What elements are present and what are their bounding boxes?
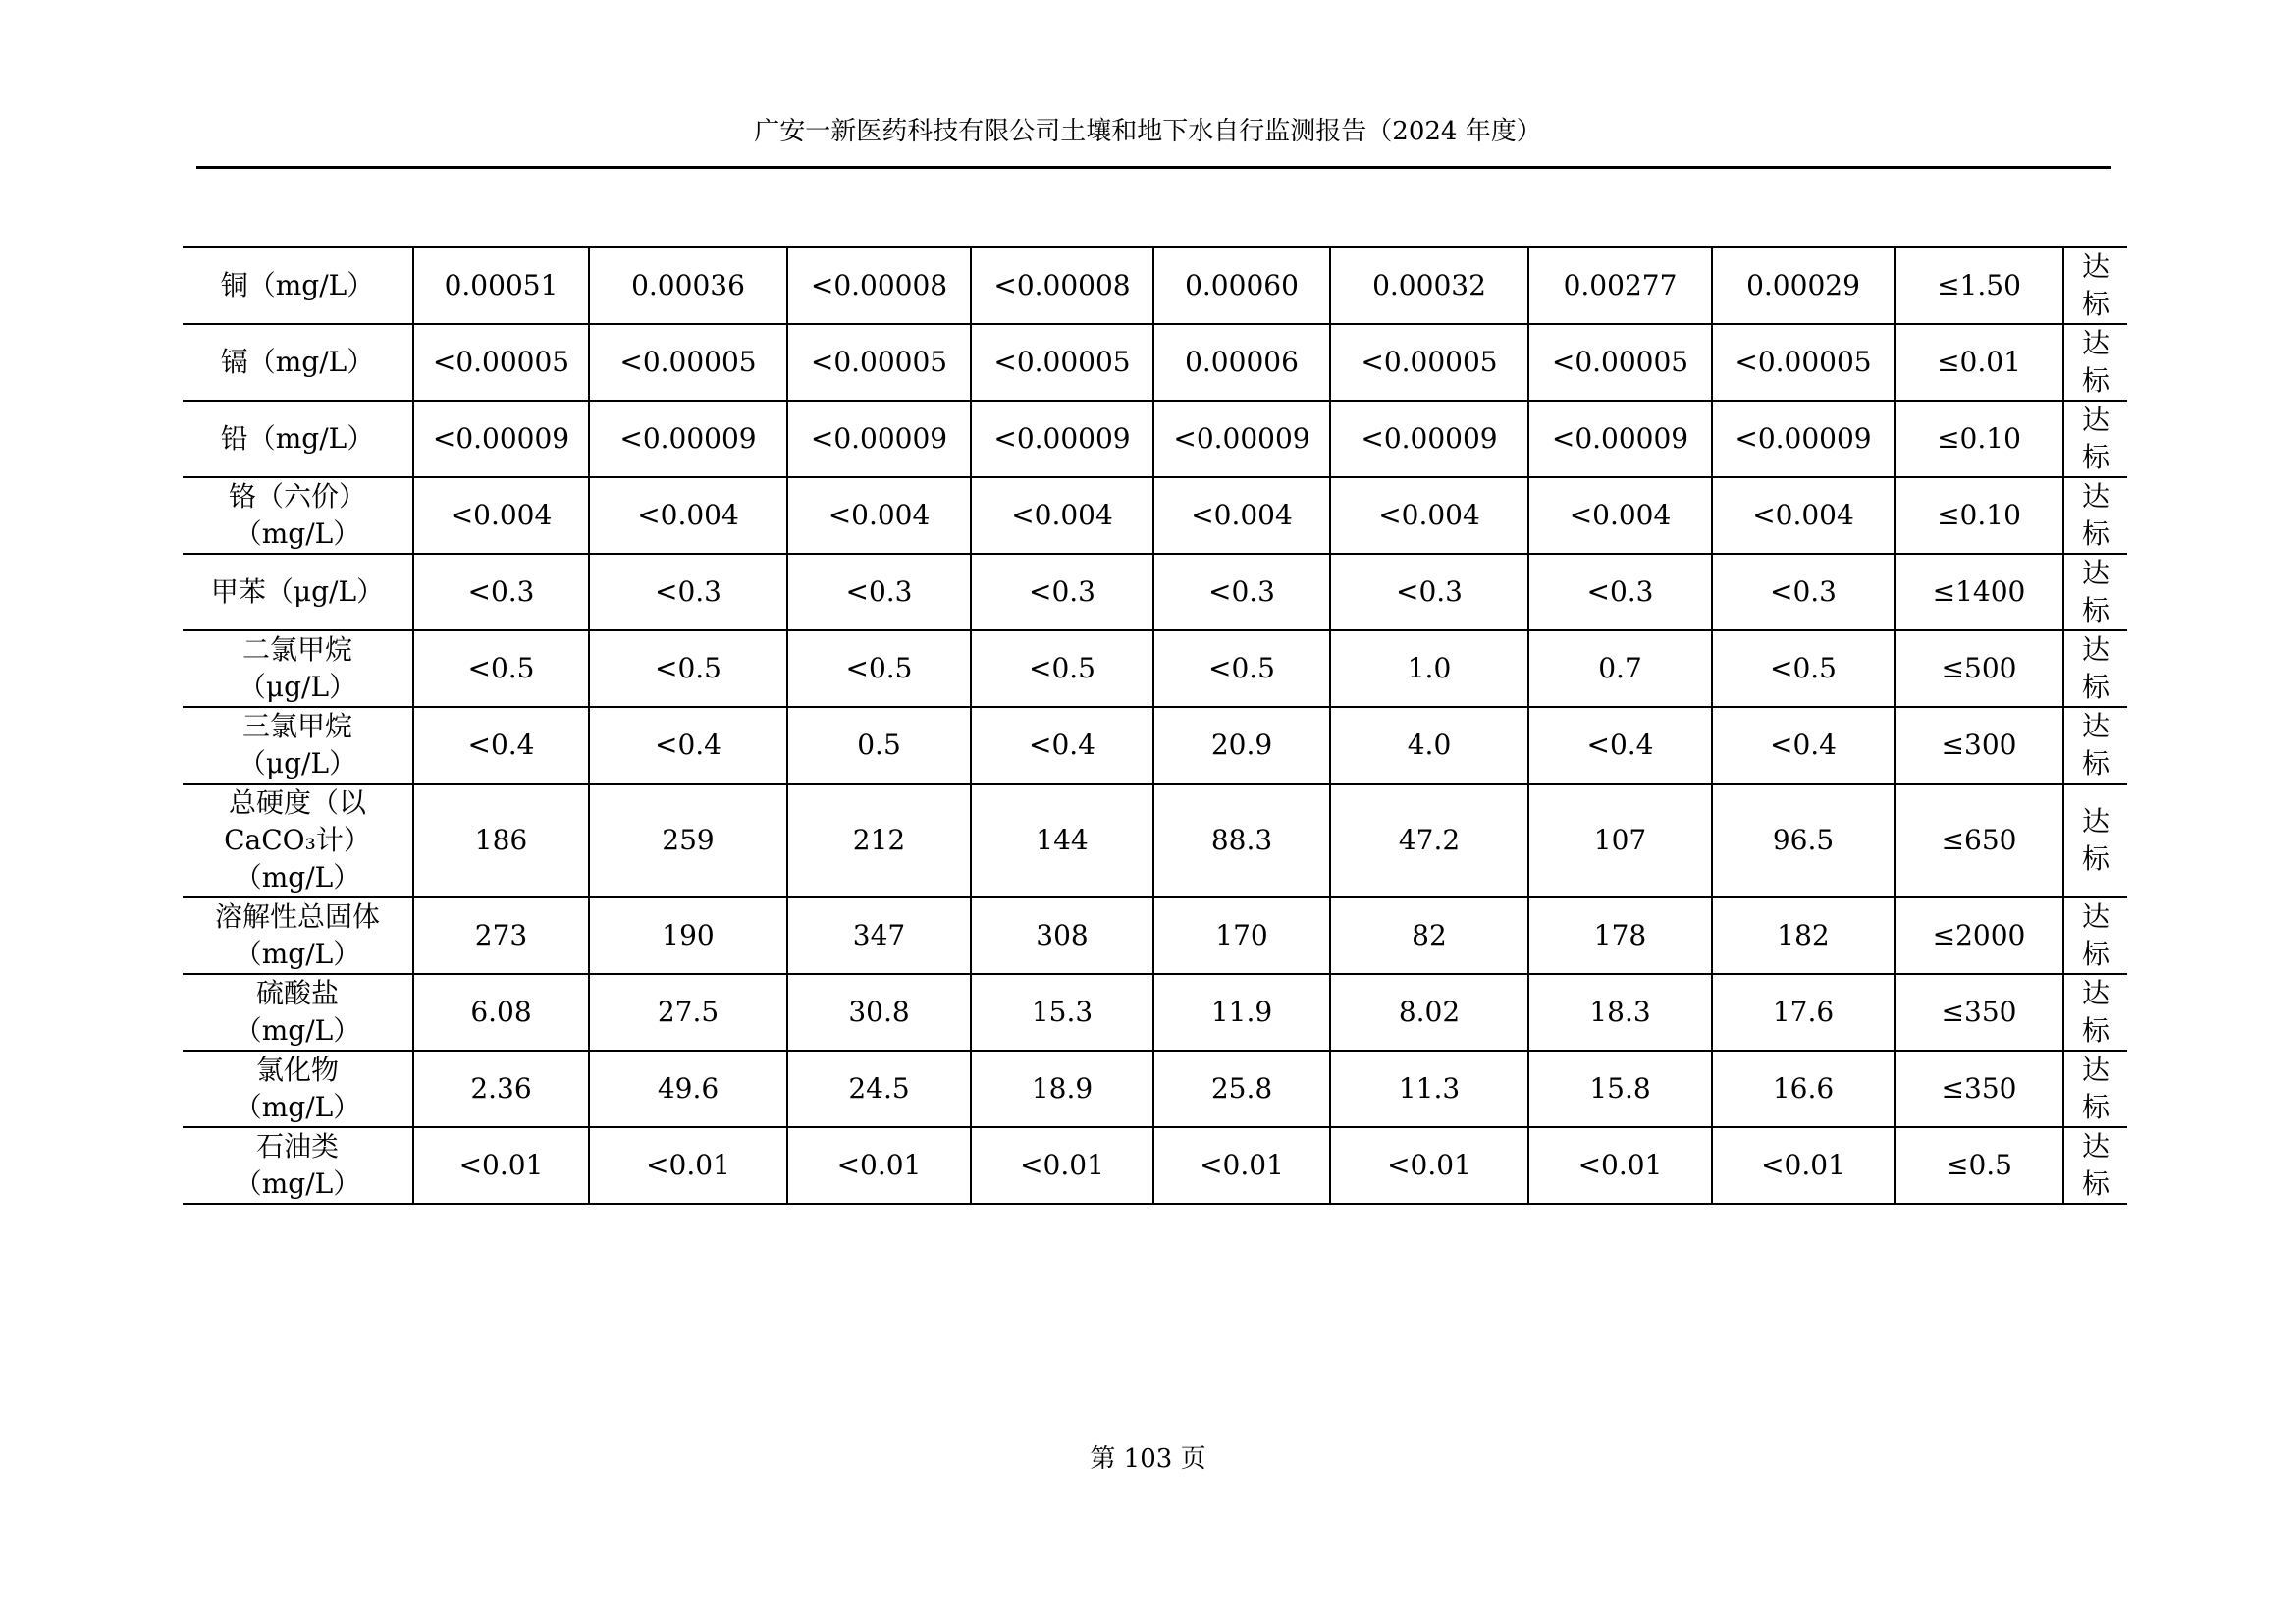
measurement-value-cell: 4.0 bbox=[1330, 707, 1528, 784]
parameter-name-cell bbox=[183, 897, 413, 974]
page-prefix: 第 bbox=[1090, 1444, 1116, 1474]
measurement-value-cell: <0.3 bbox=[589, 554, 787, 630]
table-row bbox=[183, 707, 2127, 784]
measurement-value-cell: <0.5 bbox=[971, 630, 1153, 707]
measurement-value-cell: 6.08 bbox=[413, 974, 589, 1051]
compliance-status-cell bbox=[2063, 247, 2127, 324]
measurement-value-cell: 27.5 bbox=[589, 974, 787, 1051]
measurement-value-cell: <0.01 bbox=[971, 1127, 1153, 1204]
parameter-name-line: 铬（六价） bbox=[228, 480, 366, 513]
compliance-status-cell bbox=[2063, 630, 2127, 707]
measurement-value-cell: <0.004 bbox=[589, 477, 787, 554]
compliance-status-char: 标 bbox=[2081, 288, 2109, 320]
measurement-value-cell: 144 bbox=[971, 784, 1153, 897]
table-row bbox=[183, 401, 2127, 477]
measurement-value-cell: <0.3 bbox=[413, 554, 589, 630]
measurement-value-cell: 16.6 bbox=[1712, 1051, 1895, 1127]
measurement-value-cell: <0.00009 bbox=[971, 401, 1153, 477]
measurement-value-cell: <0.5 bbox=[1712, 630, 1895, 707]
standard-limit-cell: ≤0.10 bbox=[1895, 477, 2063, 554]
page-number-footer bbox=[0, 1439, 2296, 1479]
measurement-value-cell: 15.3 bbox=[971, 974, 1153, 1051]
measurement-value-cell: <0.00009 bbox=[1153, 401, 1330, 477]
parameter-name-cell bbox=[183, 554, 413, 630]
measurement-value-cell: <0.004 bbox=[413, 477, 589, 554]
measurement-value-cell: <0.00009 bbox=[787, 401, 971, 477]
measurement-value-cell: 170 bbox=[1153, 897, 1330, 974]
measurement-value-cell: <0.004 bbox=[1330, 477, 1528, 554]
measurement-value-cell: 0.00060 bbox=[1153, 247, 1330, 324]
measurement-value-cell: 47.2 bbox=[1330, 784, 1528, 897]
standard-limit-cell: ≤0.5 bbox=[1895, 1127, 2063, 1204]
parameter-name-cell bbox=[183, 974, 413, 1051]
measurement-value-cell: 30.8 bbox=[787, 974, 971, 1051]
standard-limit-cell: ≤0.10 bbox=[1895, 401, 2063, 477]
measurement-value-cell: 308 bbox=[971, 897, 1153, 974]
measurement-value-cell: 190 bbox=[589, 897, 787, 974]
parameter-name-line: 三氯甲烷 bbox=[241, 710, 352, 742]
measurement-value-cell: 178 bbox=[1528, 897, 1712, 974]
compliance-status-cell bbox=[2063, 554, 2127, 630]
compliance-status-char: 达 bbox=[2081, 1130, 2109, 1163]
standard-limit-cell: ≤1.50 bbox=[1895, 247, 2063, 324]
measurement-value-cell: <0.00008 bbox=[971, 247, 1153, 324]
compliance-status-char: 标 bbox=[2081, 671, 2109, 703]
compliance-status-char: 达 bbox=[2081, 404, 2109, 436]
measurement-value-cell: 11.3 bbox=[1330, 1051, 1528, 1127]
measurement-value-cell: 212 bbox=[787, 784, 971, 897]
measurement-value-cell: <0.00008 bbox=[787, 247, 971, 324]
measurement-value-cell: 0.00036 bbox=[589, 247, 787, 324]
standard-limit-cell: ≤0.01 bbox=[1895, 324, 2063, 401]
monitoring-results-table bbox=[183, 246, 2127, 1205]
parameter-name-cell bbox=[183, 1127, 413, 1204]
measurement-value-cell: 24.5 bbox=[787, 1051, 971, 1127]
table-row bbox=[183, 554, 2127, 630]
parameter-name-line: （mg/L） bbox=[234, 861, 361, 893]
measurement-value-cell: 0.00051 bbox=[413, 247, 589, 324]
measurement-value-cell: <0.3 bbox=[1153, 554, 1330, 630]
measurement-value-cell: <0.004 bbox=[1712, 477, 1895, 554]
table-row bbox=[183, 897, 2127, 974]
compliance-status-char: 标 bbox=[2081, 1014, 2109, 1047]
compliance-status-cell bbox=[2063, 1127, 2127, 1204]
measurement-value-cell: <0.3 bbox=[1528, 554, 1712, 630]
measurement-value-cell: <0.3 bbox=[1330, 554, 1528, 630]
parameter-name-line: CaCO₃计） bbox=[224, 824, 371, 856]
table-row bbox=[183, 324, 2127, 401]
parameter-name-cell bbox=[183, 247, 413, 324]
measurement-value-cell: 18.3 bbox=[1528, 974, 1712, 1051]
parameter-name-line: （mg/L） bbox=[234, 1014, 361, 1047]
measurement-value-cell: 0.5 bbox=[787, 707, 971, 784]
measurement-value-cell: 0.00032 bbox=[1330, 247, 1528, 324]
measurement-value-cell: 0.00029 bbox=[1712, 247, 1895, 324]
table-row bbox=[183, 1051, 2127, 1127]
standard-limit-cell: ≤350 bbox=[1895, 1051, 2063, 1127]
compliance-status-cell bbox=[2063, 1051, 2127, 1127]
standard-limit-cell: ≤1400 bbox=[1895, 554, 2063, 630]
measurement-value-cell: 0.00277 bbox=[1528, 247, 1712, 324]
parameter-name-line: 总硬度（以 bbox=[228, 786, 366, 819]
measurement-value-cell: 107 bbox=[1528, 784, 1712, 897]
compliance-status-char: 标 bbox=[2081, 938, 2109, 970]
parameter-name-line: 铅（mg/L） bbox=[220, 422, 375, 455]
measurement-value-cell: <0.01 bbox=[1528, 1127, 1712, 1204]
parameter-name-line: （μg/L） bbox=[238, 671, 357, 703]
measurement-value-cell: <0.4 bbox=[413, 707, 589, 784]
measurement-value-cell: <0.00009 bbox=[1528, 401, 1712, 477]
measurement-value-cell: 20.9 bbox=[1153, 707, 1330, 784]
measurement-value-cell: 15.8 bbox=[1528, 1051, 1712, 1127]
measurement-value-cell: <0.4 bbox=[1712, 707, 1895, 784]
measurement-value-cell: 25.8 bbox=[1153, 1051, 1330, 1127]
parameter-name-line: 石油类 bbox=[255, 1130, 339, 1163]
parameter-name-cell bbox=[183, 401, 413, 477]
parameter-name-line: 镉（mg/L） bbox=[220, 346, 375, 378]
table-row bbox=[183, 1127, 2127, 1204]
measurement-value-cell: 273 bbox=[413, 897, 589, 974]
measurement-value-cell: <0.3 bbox=[787, 554, 971, 630]
measurement-value-cell: <0.00009 bbox=[413, 401, 589, 477]
measurement-value-cell: 0.00006 bbox=[1153, 324, 1330, 401]
compliance-status-cell bbox=[2063, 324, 2127, 401]
compliance-status-char: 达 bbox=[2081, 327, 2109, 359]
measurement-value-cell: <0.00005 bbox=[787, 324, 971, 401]
measurement-value-cell: <0.004 bbox=[787, 477, 971, 554]
measurement-value-cell: <0.01 bbox=[787, 1127, 971, 1204]
compliance-status-char: 达 bbox=[2081, 480, 2109, 513]
compliance-status-char: 达 bbox=[2081, 710, 2109, 742]
measurement-value-cell: 96.5 bbox=[1712, 784, 1895, 897]
parameter-name-cell bbox=[183, 707, 413, 784]
compliance-status-char: 标 bbox=[2081, 441, 2109, 473]
compliance-status-char: 达 bbox=[2081, 1054, 2109, 1086]
measurement-value-cell: <0.01 bbox=[1153, 1127, 1330, 1204]
parameter-name-line: 氯化物 bbox=[255, 1054, 339, 1086]
measurement-value-cell: <0.3 bbox=[1712, 554, 1895, 630]
parameter-name-line: （mg/L） bbox=[234, 938, 361, 970]
measurement-value-cell: <0.5 bbox=[589, 630, 787, 707]
parameter-name-cell bbox=[183, 477, 413, 554]
compliance-status-char: 达 bbox=[2081, 633, 2109, 666]
measurement-value-cell: <0.004 bbox=[1153, 477, 1330, 554]
measurement-value-cell: <0.5 bbox=[413, 630, 589, 707]
standard-limit-cell: ≤500 bbox=[1895, 630, 2063, 707]
table-row bbox=[183, 477, 2127, 554]
measurement-value-cell: 11.9 bbox=[1153, 974, 1330, 1051]
measurement-value-cell: 8.02 bbox=[1330, 974, 1528, 1051]
measurement-value-cell: <0.00005 bbox=[1330, 324, 1528, 401]
measurement-value-cell: <0.4 bbox=[589, 707, 787, 784]
measurement-value-cell: <0.00009 bbox=[589, 401, 787, 477]
measurement-value-cell: 347 bbox=[787, 897, 971, 974]
page-number: 103 bbox=[1123, 1444, 1173, 1474]
measurement-value-cell: <0.4 bbox=[1528, 707, 1712, 784]
measurement-value-cell: <0.00005 bbox=[413, 324, 589, 401]
compliance-status-char: 标 bbox=[2081, 747, 2109, 780]
measurement-value-cell: <0.4 bbox=[971, 707, 1153, 784]
parameter-name-cell bbox=[183, 784, 413, 897]
parameter-name-cell bbox=[183, 630, 413, 707]
compliance-status-char: 达 bbox=[2081, 900, 2109, 933]
measurement-value-cell: 1.0 bbox=[1330, 630, 1528, 707]
table-row bbox=[183, 974, 2127, 1051]
compliance-status-cell bbox=[2063, 477, 2127, 554]
measurement-value-cell: <0.00005 bbox=[589, 324, 787, 401]
measurement-value-cell: 0.7 bbox=[1528, 630, 1712, 707]
compliance-status-char: 达 bbox=[2081, 250, 2109, 283]
compliance-status-char: 标 bbox=[2081, 364, 2109, 397]
parameter-name-cell bbox=[183, 324, 413, 401]
compliance-status-char: 标 bbox=[2081, 517, 2109, 550]
parameter-name-line: （mg/L） bbox=[234, 1091, 361, 1123]
measurement-value-cell: <0.5 bbox=[1153, 630, 1330, 707]
measurement-value-cell: <0.00005 bbox=[1712, 324, 1895, 401]
compliance-status-char: 达 bbox=[2081, 557, 2109, 589]
compliance-status-cell bbox=[2063, 401, 2127, 477]
parameter-name-line: （μg/L） bbox=[238, 747, 357, 780]
measurement-value-cell: 182 bbox=[1712, 897, 1895, 974]
standard-limit-cell: ≤350 bbox=[1895, 974, 2063, 1051]
parameter-name-cell bbox=[183, 1051, 413, 1127]
standard-limit-cell: ≤650 bbox=[1895, 784, 2063, 897]
compliance-status-char: 标 bbox=[2081, 1091, 2109, 1123]
table-row bbox=[183, 630, 2127, 707]
measurement-value-cell: 82 bbox=[1330, 897, 1528, 974]
page-suffix: 页 bbox=[1180, 1444, 1206, 1474]
parameter-name-line: 铜（mg/L） bbox=[220, 269, 375, 301]
parameter-name-line: 甲苯（μg/L） bbox=[210, 575, 385, 608]
measurement-value-cell: 186 bbox=[413, 784, 589, 897]
standard-limit-cell: ≤2000 bbox=[1895, 897, 2063, 974]
measurement-value-cell: <0.004 bbox=[971, 477, 1153, 554]
measurement-value-cell: <0.5 bbox=[787, 630, 971, 707]
table-row bbox=[183, 247, 2127, 324]
measurement-value-cell: <0.00005 bbox=[971, 324, 1153, 401]
compliance-status-cell bbox=[2063, 897, 2127, 974]
parameter-name-line: （mg/L） bbox=[234, 1167, 361, 1200]
measurement-value-cell: 88.3 bbox=[1153, 784, 1330, 897]
measurement-value-cell: 18.9 bbox=[971, 1051, 1153, 1127]
compliance-status-cell bbox=[2063, 784, 2127, 897]
measurement-value-cell: 49.6 bbox=[589, 1051, 787, 1127]
compliance-status-cell bbox=[2063, 707, 2127, 784]
measurement-value-cell: <0.01 bbox=[589, 1127, 787, 1204]
measurement-value-cell: <0.01 bbox=[1712, 1127, 1895, 1204]
measurement-value-cell: <0.01 bbox=[1330, 1127, 1528, 1204]
measurement-value-cell: 2.36 bbox=[413, 1051, 589, 1127]
standard-limit-cell: ≤300 bbox=[1895, 707, 2063, 784]
measurement-value-cell: <0.004 bbox=[1528, 477, 1712, 554]
table-body bbox=[183, 247, 2127, 1204]
compliance-status-char: 标 bbox=[2081, 1167, 2109, 1200]
measurement-value-cell: <0.01 bbox=[413, 1127, 589, 1204]
measurement-value-cell: 17.6 bbox=[1712, 974, 1895, 1051]
compliance-status-char: 达 bbox=[2081, 805, 2109, 838]
parameter-name-line: 溶解性总固体 bbox=[214, 900, 380, 933]
compliance-status-char: 达 bbox=[2081, 977, 2109, 1009]
compliance-status-char: 标 bbox=[2081, 842, 2109, 875]
measurement-value-cell: <0.3 bbox=[971, 554, 1153, 630]
measurement-value-cell: <0.00009 bbox=[1712, 401, 1895, 477]
compliance-status-char: 标 bbox=[2081, 594, 2109, 626]
report-header-title: 广安一新医药科技有限公司土壤和地下水自行监测报告（2024 年度） bbox=[754, 117, 1542, 146]
measurement-value-cell: <0.00005 bbox=[1528, 324, 1712, 401]
parameter-name-line: （mg/L） bbox=[234, 517, 361, 550]
parameter-name-line: 二氯甲烷 bbox=[241, 633, 352, 666]
parameter-name-line: 硫酸盐 bbox=[255, 977, 339, 1009]
header-divider bbox=[196, 166, 2111, 169]
compliance-status-cell bbox=[2063, 974, 2127, 1051]
measurement-value-cell: <0.00009 bbox=[1330, 401, 1528, 477]
table-row bbox=[183, 784, 2127, 897]
measurement-value-cell: 259 bbox=[589, 784, 787, 897]
